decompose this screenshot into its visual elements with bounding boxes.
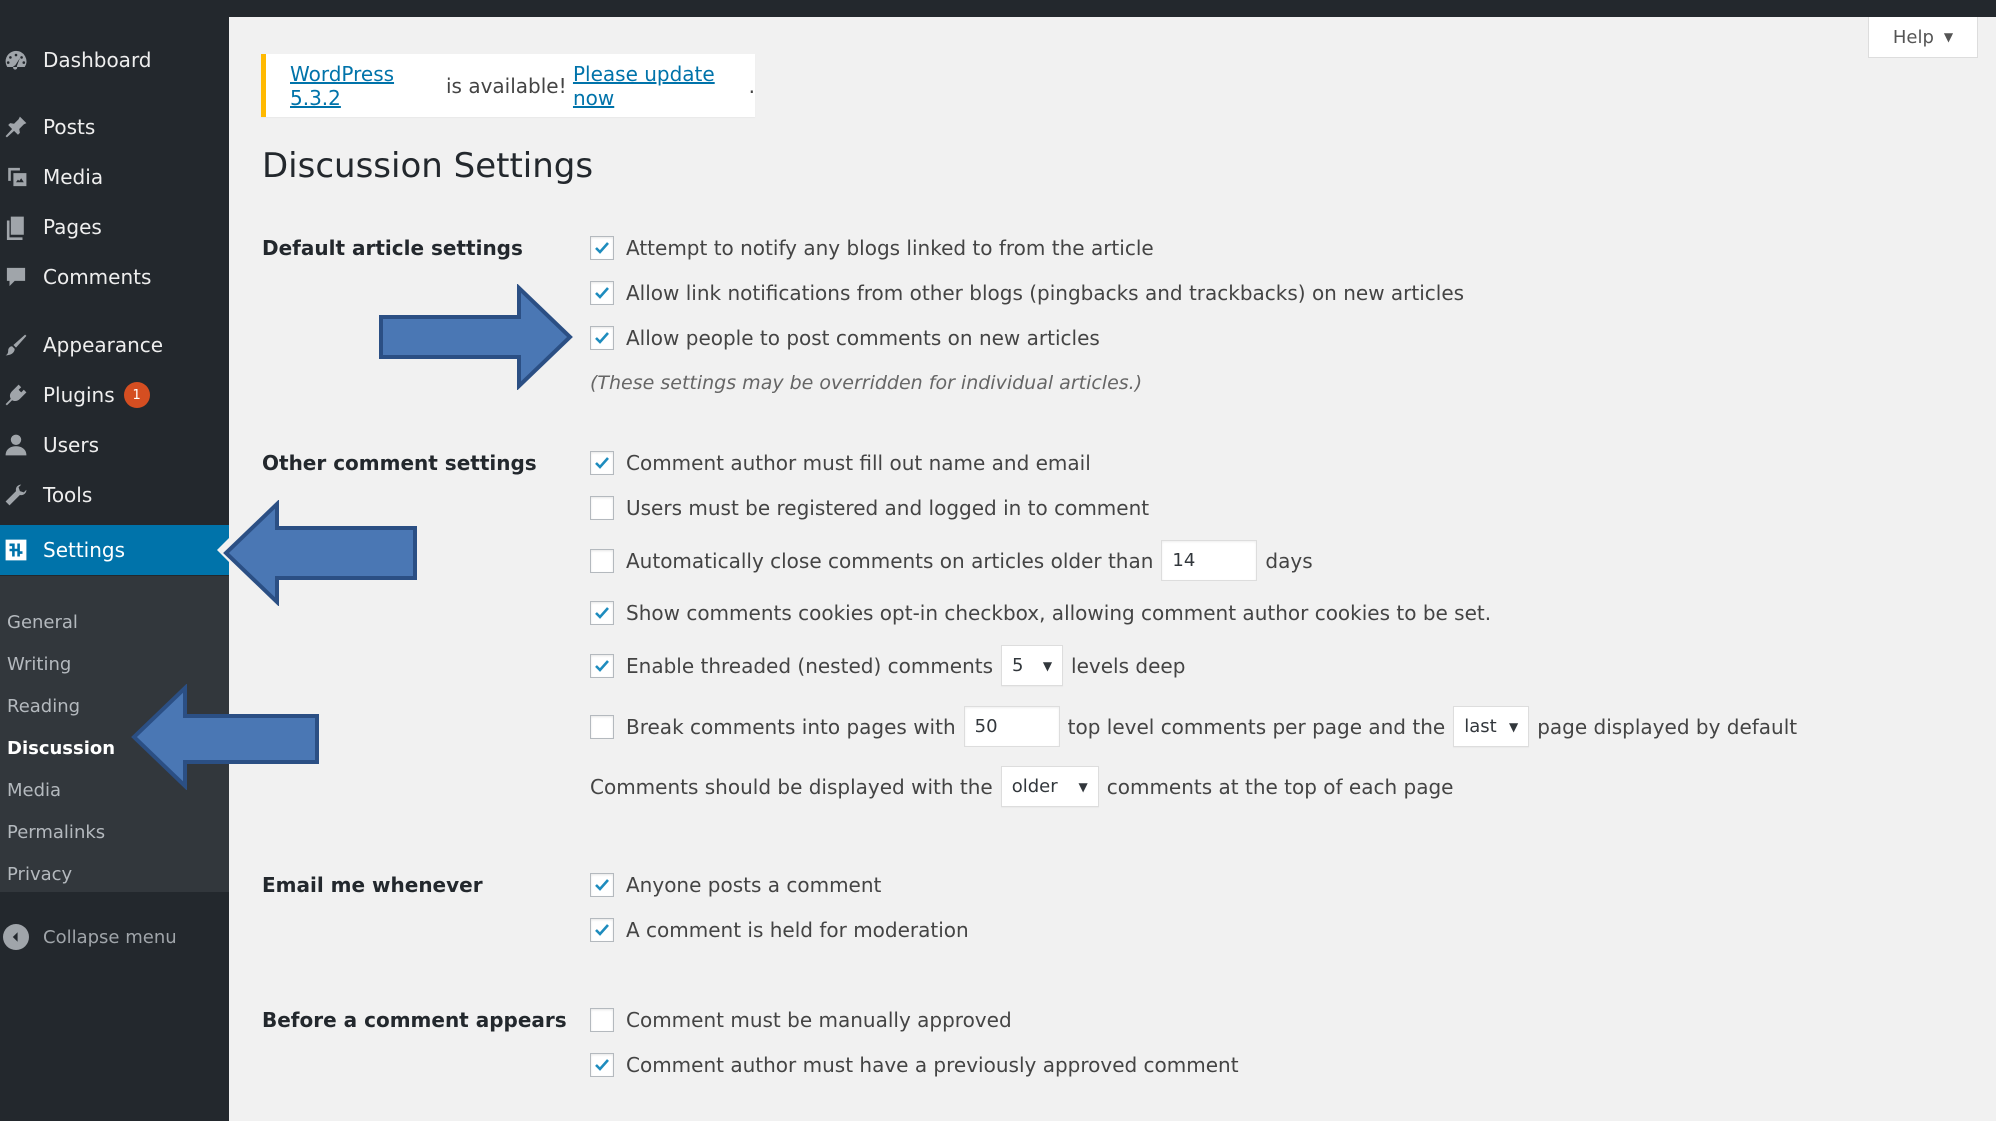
- option-cookies: [590, 601, 1491, 625]
- sidebar-item-settings[interactable]: [0, 525, 229, 575]
- caret-down-icon: ▼: [1508, 719, 1519, 734]
- checkmark-icon: [592, 1055, 612, 1075]
- option-label: Allow people to post comments on new articles: [626, 326, 1100, 350]
- checkmark-icon: [592, 875, 612, 895]
- checkmark-icon: [592, 453, 612, 473]
- name-email-checkbox[interactable]: [590, 451, 614, 475]
- submenu-item-discussion[interactable]: Discussion: [7, 738, 116, 759]
- option-label: Show comments cookies opt-in checkbox, allowing comment author cookies to be set.: [626, 601, 1492, 625]
- email-anyone-posts-checkbox[interactable]: [590, 873, 614, 897]
- sidebar-item-dashboard[interactable]: [0, 35, 229, 85]
- manual-approval-checkbox[interactable]: [590, 1008, 614, 1032]
- option-previously-approved: [590, 1053, 1239, 1077]
- option-label: Attempt to notify any blogs linked to from the article: [626, 236, 1154, 260]
- caret-down-icon: ▼: [1078, 779, 1088, 794]
- notice-end: .: [748, 73, 755, 98]
- select-value: 5: [1012, 655, 1024, 676]
- option-label: Comment author must have a previously approved comment: [626, 1053, 1239, 1077]
- section-label-before-appears: Before a comment appears: [262, 1008, 567, 1032]
- option-manual-approval: [590, 1008, 1012, 1032]
- option-label: Break comments into pages with: [626, 714, 956, 739]
- previously-approved-checkbox[interactable]: [590, 1053, 614, 1077]
- sidebar-item-label: Comments: [43, 265, 152, 289]
- sidebar-item-pages[interactable]: [0, 202, 229, 252]
- collapse-menu-label: Collapse menu: [43, 926, 177, 948]
- sidebar-item-appearance[interactable]: [0, 320, 229, 370]
- comment-order-select[interactable]: [1001, 766, 1099, 807]
- media-icon: [3, 164, 29, 190]
- paged-checkbox[interactable]: [590, 715, 614, 739]
- sidebar-item-label: Users: [43, 433, 100, 457]
- sidebar-item-comments[interactable]: [0, 252, 229, 302]
- option-order: [590, 766, 1453, 807]
- settings-icon: [3, 537, 29, 563]
- sidebar-item-label: Posts: [43, 115, 96, 139]
- checkmark-icon: [592, 920, 612, 940]
- checkmark-icon: [592, 283, 612, 303]
- sidebar-item-label: Settings: [43, 538, 126, 562]
- option-label: Comments should be displayed with the: [590, 774, 993, 799]
- admin-sidebar: [0, 17, 229, 1121]
- wrench-icon: [3, 482, 29, 508]
- option-label: comments at the top of each page: [1106, 774, 1454, 799]
- sidebar-item-label: Appearance: [43, 333, 164, 357]
- option-label: Comment author must fill out name and email: [626, 451, 1091, 475]
- checkmark-icon: [592, 656, 612, 676]
- option-auto-close: [590, 540, 1313, 581]
- submenu-item-reading[interactable]: Reading: [7, 696, 81, 717]
- option-label: Anyone posts a comment: [626, 873, 882, 897]
- option-label: Enable threaded (nested) comments: [626, 653, 994, 678]
- option-registered: [590, 496, 1149, 520]
- submenu-item-writing[interactable]: Writing: [7, 654, 72, 675]
- submenu-item-general[interactable]: General: [7, 612, 78, 633]
- sidebar-item-posts[interactable]: [0, 102, 229, 152]
- annotation-arrow-settings: [222, 500, 418, 606]
- pin-icon: [3, 114, 29, 140]
- option-notify-blogs: [590, 236, 1154, 260]
- comments-per-page-input[interactable]: [964, 706, 1060, 747]
- sidebar-item-label: Plugins: [43, 383, 115, 407]
- sidebar-item-tools[interactable]: [0, 470, 229, 520]
- update-now-link[interactable]: Please update now: [572, 61, 715, 110]
- section-label-email: Email me whenever: [262, 873, 483, 897]
- checkmark-icon: [592, 238, 612, 258]
- plugin-icon: [3, 382, 29, 408]
- option-label: Comment must be manually approved: [626, 1008, 1012, 1032]
- submenu-item-privacy[interactable]: Privacy: [7, 864, 73, 885]
- sidebar-item-media[interactable]: [0, 152, 229, 202]
- brush-icon: [3, 332, 29, 358]
- option-label: A comment is held for moderation: [626, 918, 969, 942]
- caret-down-icon: ▼: [1943, 30, 1954, 44]
- users-icon: [3, 432, 29, 458]
- pages-icon: [3, 214, 29, 240]
- submenu-item-permalinks[interactable]: Permalinks: [7, 822, 106, 843]
- notice-text: is available!: [439, 73, 573, 98]
- caret-down-icon: ▼: [1042, 658, 1053, 673]
- sidebar-item-label: Tools: [43, 483, 93, 507]
- option-allow-comments: [590, 326, 1100, 350]
- help-tab-button[interactable]: [1868, 17, 1978, 58]
- annotation-arrow-discussion: [130, 684, 320, 790]
- admin-bar: [0, 0, 1996, 17]
- update-count-badge: 1: [124, 382, 150, 408]
- option-label: Automatically close comments on articles older than: [626, 548, 1154, 573]
- checkmark-icon: [592, 328, 612, 348]
- email-moderation-checkbox[interactable]: [590, 918, 614, 942]
- cookies-checkbox[interactable]: [590, 601, 614, 625]
- option-label: days: [1265, 548, 1313, 573]
- option-label: Users must be registered and logged in to comment: [626, 496, 1150, 520]
- allow-comments-checkbox[interactable]: [590, 326, 614, 350]
- annotation-arrow-right: [378, 284, 574, 390]
- sidebar-item-plugins[interactable]: [0, 370, 229, 420]
- option-email-moderation: [590, 918, 969, 942]
- collapse-arrow-icon: [3, 924, 29, 950]
- registered-checkbox[interactable]: [590, 496, 614, 520]
- option-label: page displayed by default: [1537, 714, 1798, 739]
- collapse-menu-button[interactable]: [0, 917, 229, 957]
- sidebar-item-users[interactable]: [0, 420, 229, 470]
- section-label-other-comment: Other comment settings: [262, 451, 537, 475]
- select-value: last: [1464, 716, 1497, 737]
- settings-override-note: (These settings may be overridden for individual articles.): [590, 372, 1143, 394]
- option-paged: [590, 706, 1797, 747]
- option-email-anyone-posts: [590, 873, 881, 897]
- sidebar-item-label: Dashboard: [43, 48, 152, 72]
- option-name-email: [590, 451, 1091, 475]
- wordpress-version-link[interactable]: WordPress 5.3.2: [290, 61, 395, 110]
- submenu-item-media[interactable]: Media: [7, 780, 62, 801]
- checkmark-icon: [592, 603, 612, 623]
- page-title: Discussion Settings: [262, 146, 594, 186]
- option-label: Allow link notifications from other blogs (pingbacks and trackbacks) on new articles: [626, 281, 1465, 305]
- option-label: top level comments per page and the: [1067, 714, 1446, 739]
- update-notice: [261, 54, 755, 117]
- dashboard-icon: [3, 47, 29, 73]
- section-label-default-article: Default article settings: [262, 236, 523, 260]
- help-label: Help: [1892, 26, 1934, 48]
- thread-depth-select[interactable]: [1001, 645, 1063, 686]
- comment-icon: [3, 264, 29, 290]
- sidebar-item-label: Pages: [43, 215, 102, 239]
- option-label: levels deep: [1071, 653, 1186, 678]
- default-page-select[interactable]: [1453, 706, 1529, 747]
- close-days-input[interactable]: [1161, 540, 1257, 581]
- option-threaded: [590, 645, 1185, 686]
- notify-blogs-checkbox[interactable]: [590, 236, 614, 260]
- select-value: older: [1011, 776, 1058, 797]
- option-link-notifications: [590, 281, 1464, 305]
- threaded-checkbox[interactable]: [590, 654, 614, 678]
- auto-close-checkbox[interactable]: [590, 549, 614, 573]
- sidebar-item-label: Media: [43, 165, 104, 189]
- link-notifications-checkbox[interactable]: [590, 281, 614, 305]
